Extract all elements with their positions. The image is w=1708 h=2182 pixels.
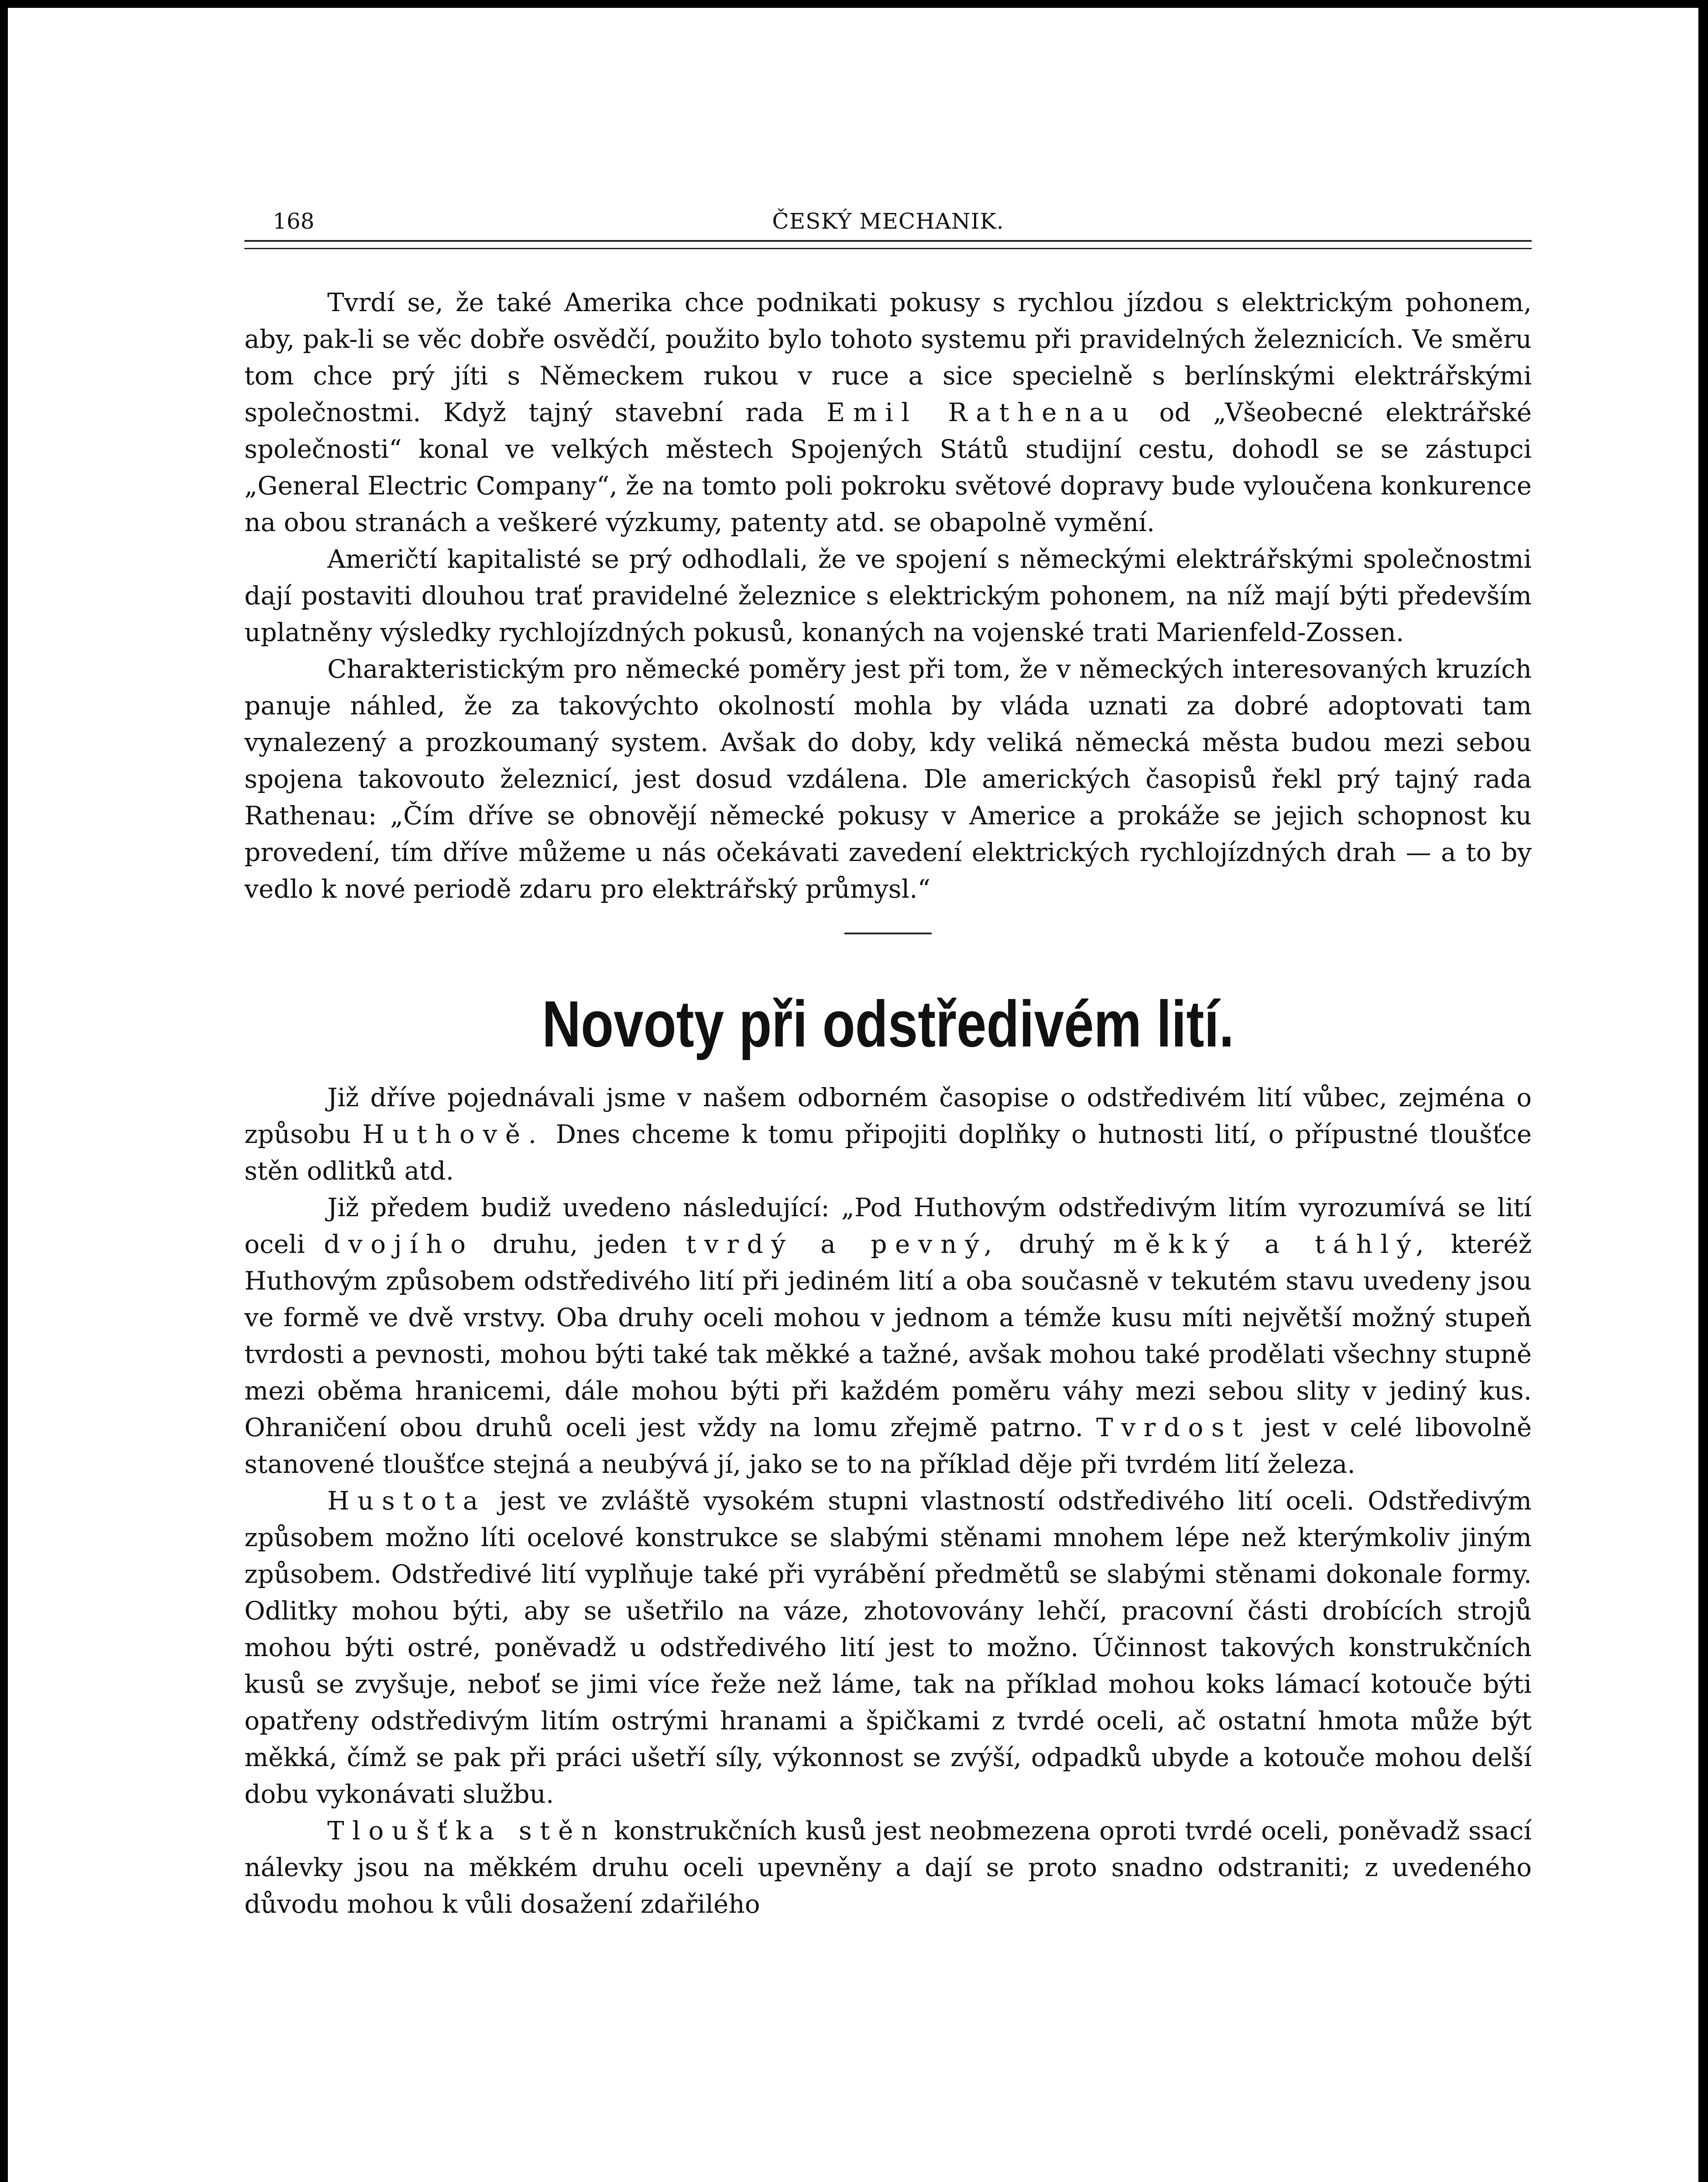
spaced-term: dvojího — [324, 1229, 474, 1259]
paragraph-text: od „Všeobecné elektrářské společnosti“ konal ve velkých městech Spojených Států studijní cestu, dohodl se se zástupci „General Electric Company“, že na tomto poli pokroku světové dopravy bude vyloučena konkurence na obou stranách a veškeré výzkumy, patenty atd. se obapolně vymění. — [244, 398, 1532, 537]
journal-page — [244, 205, 1532, 1922]
page-number: 168 — [273, 209, 315, 234]
spaced-term: Hustota — [327, 1486, 486, 1516]
paragraph-text: druhu, jeden — [492, 1229, 667, 1259]
section-title: Novoty při odstředivém lití. — [542, 987, 1234, 1060]
running-head — [244, 205, 1532, 240]
paragraph-text: jest v celé libovolně stanovené tloušťce stejná a neubývá jí, jako se to na příklad děje při tvrdém lití železa. — [244, 1413, 1532, 1479]
paragraph-text: druhý — [1019, 1229, 1094, 1259]
paragraph-text: konstrukčních kusů jest neobmezena oproti tvrdé oceli, poněvadž ssací nálevky jsou na měkkém druhu oceli upevněny a dají se proto snadno odstraniti; z uvedeného důvodu mohou k vůli dosažení zdařilého — [244, 1816, 1532, 1919]
paragraph: Američtí kapitalisté se prý odhodlali, že ve spojení s německými elektrářskými společnostmi dají postaviti dlouhou trať pravidelné železnice s elektrickým pohonem, na níž mají býti především uplatněny výsledky rychlojízdných pokusů, konaných na vojenské trati Marienfeld-Zossen. — [244, 544, 1532, 647]
article-centrifugal-casting — [244, 1079, 1532, 1922]
article-separator — [844, 933, 932, 934]
spaced-name: Emil Rathenau — [826, 398, 1137, 427]
paragraph-text: jest ve zvláště vysokém stupni vlastností odstředivého lití oceli. Odstředivým způsobem možno líti ocelové konstrukce se slabými stěnami mnohem lépe než kterýmkoliv jiným způsobem. Odstředivé lití vyplňuje také při vyrábění předmětů se slabými stěnami dokonale formy. Odlitky mohou býti, aby se ušetřilo na váze, zhotovovány lehčí, pracovní části drobících strojů mohou býti ostré, poněvadž u odstředivého lití jest to možno. Účinnost takových konstrukčních kusů se zvyšuje, neboť se jimi více řeže než láme, tak na příklad mohou koks lámací kotouče býti opatřeny odstředivým litím ostrými hranami a špičkami z tvrdé oceli, ač ostatní hmota může být měkká, čímž se pak při práci ušetří síly, výkonnost se zvýší, odpadků ubyde a kotouče mohou delší dobu vykonávati službu. — [244, 1486, 1532, 1809]
paragraph-text: Dnes chceme k tomu připojiti doplňky o hutnosti lití, o přípustné tloušťce stěn odlitků atd. — [244, 1119, 1532, 1186]
spaced-term: Tvrdost — [1096, 1413, 1251, 1442]
paragraph-text: Tvrdí se, že také Amerika chce podnikati pokusy s rychlou jízdou s elektrickým pohonem, aby, pak-li se věc dobře osvědčí, použito bylo tohoto systemu při pravidelných železnicích. Ve směru tom chce prý jíti s Německem rukou v ruce a sice specielně s berlínskými elektrářskými společnostmi. Když tajný stavební rada — [244, 288, 1532, 427]
paragraph — [244, 284, 1532, 541]
journal-title: ČESKÝ MECHANIK. — [772, 209, 1004, 234]
paragraph — [244, 1189, 1532, 1482]
paragraph — [244, 1079, 1532, 1189]
paragraph-text: Již dříve pojednávali jsme v našem odborném časopise o odstředivém lití vůbec, zejména o způsobu — [244, 1083, 1532, 1149]
spaced-term: tvrdý a pevný, — [686, 1229, 1000, 1259]
paragraph — [244, 1482, 1532, 1812]
spaced-name: Huthově. — [362, 1119, 545, 1149]
header-rule — [244, 240, 1532, 249]
paragraph: Charakteristickým pro německé poměry jest při tom, že v německých interesovaných kruzích panuje náhled, že za takovýchto okolností mohla by vláda uznati za dobré adoptovati tam vynalezený a prozkoumaný system. Avšak do doby, kdy veliká německá města budou mezi sebou spojena takovouto železnicí, jest dosud vzdálena. Dle amerických časopisů řekl prý tajný rada Rathenau: „Čím dříve se obnovějí německé pokusy v Americe a prokáže se jejich schopnost ku provedení, tím dříve můžeme u nás očekávati zavedení elektrických rychlojízdných drah — a to by vedlo k nové periodě zdaru pro elektrářský průmysl.“ — [244, 654, 1532, 904]
paragraph-text: Již předem budiž uvedeno následující: „Pod Huthovým odstředivým litím vyrozumívá se lití oceli — [244, 1193, 1532, 1259]
article-electric-railways — [244, 284, 1532, 907]
spaced-term: měkký a táhlý, — [1113, 1229, 1432, 1259]
spaced-term: Tloušťka stěn — [327, 1816, 606, 1846]
paragraph-text: kteréž Huthovým způsobem odstředivého lití při jediném lití a oba současně v tekutém stavu uvedeny jsou ve formě ve dvě vrstvy. Oba druhy oceli mohou v jednom a témže kusu míti největší možný stupeň tvrdosti a pevnosti, mohou býti také tak měkké a tažné, avšak mohou také prodělati všechny stupně mezi oběma hranicemi, dále mohou býti při každém poměru váhy mezi sebou slity v jediný kus. Ohraničení obou druhů oceli jest vždy na lomu zřejmě patrno. — [244, 1229, 1532, 1442]
paragraph — [244, 1812, 1532, 1922]
